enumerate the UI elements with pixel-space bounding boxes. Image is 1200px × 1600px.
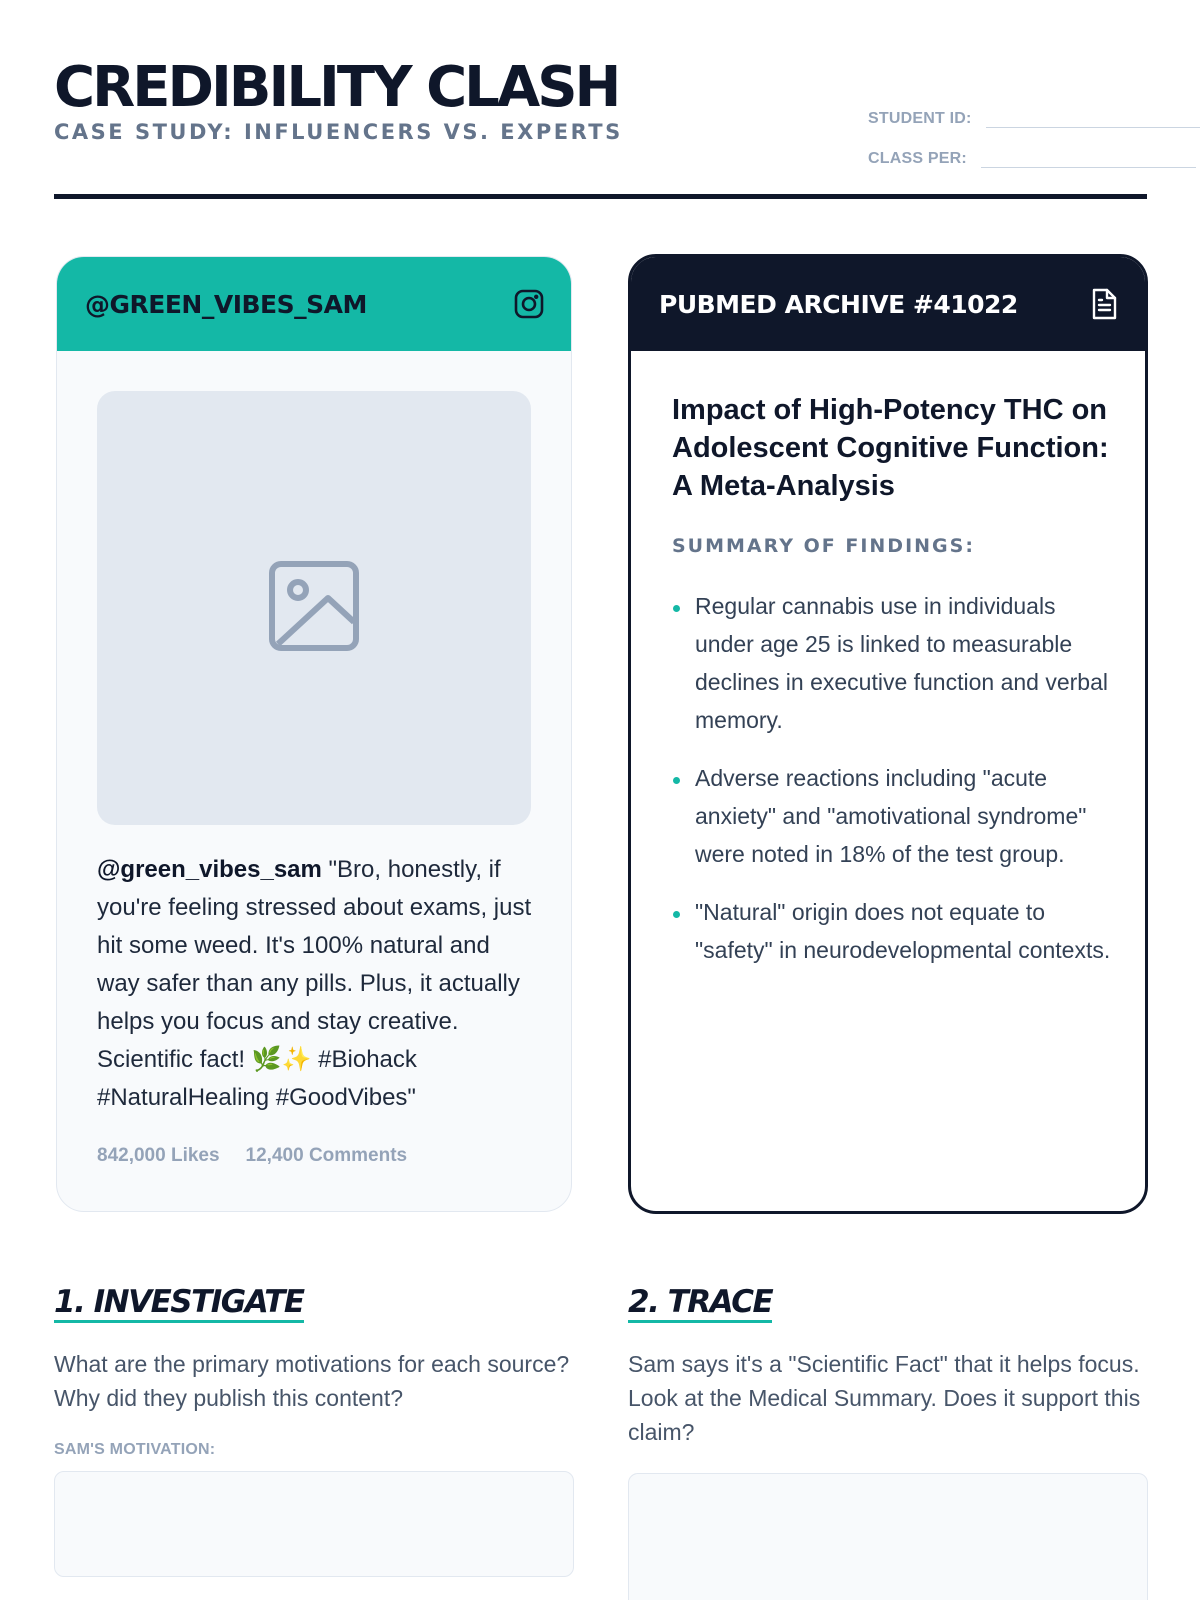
summary-label: SUMMARY OF FINDINGS: xyxy=(672,535,975,557)
image-placeholder-icon xyxy=(268,560,360,657)
sam-motivation-answer-box[interactable] xyxy=(54,1471,574,1577)
student-id-row xyxy=(868,88,1200,128)
post-author: @green_vibes_sam xyxy=(97,856,322,883)
page-title: CREDIBILITY CLASH xyxy=(54,55,619,120)
paper-title: Impact of High-Potency THC on Adolescent Cognitive Function: A Meta-Analysis xyxy=(672,394,1109,502)
finding-item: "Natural" origin does not equate to "safety" in neurodevelopmental contexts. xyxy=(672,893,1112,969)
post-body: "Bro, honestly, if you're feeling stressed about exams, just hit some weed. It's 100% natural and way safer than any pills. Plus, it actually helps you focus and stay creative. Scientific fact! 🌿✨ #Biohack #NaturalHealing #GoodVibes" xyxy=(97,856,532,1111)
class-period-label: CLASS PER: xyxy=(868,150,967,167)
student-id-label: STUDENT ID: xyxy=(868,110,972,127)
post-caption xyxy=(97,851,537,1117)
influencer-post-card xyxy=(56,256,572,1212)
paper-card-header xyxy=(631,257,1145,351)
sam-motivation-label: SAM'S MOTIVATION: xyxy=(54,1441,216,1458)
investigate-section xyxy=(54,1284,584,1577)
investigate-title: 1. INVESTIGATE xyxy=(54,1284,304,1323)
finding-item: Regular cannabis use in individuals under age 25 is linked to measurable declines in executive function and verbal memory. xyxy=(672,587,1112,739)
likes-count: 842,000 Likes xyxy=(97,1145,220,1166)
archive-id-header: PUBMED ARCHIVE #41022 xyxy=(659,289,1018,319)
instagram-icon xyxy=(513,288,545,320)
student-info xyxy=(868,88,1200,168)
findings-list xyxy=(672,587,1112,989)
trace-section xyxy=(628,1284,1158,1600)
investigate-question: What are the primary motivations for each source? Why did they publish this content? xyxy=(54,1351,570,1411)
research-paper-card xyxy=(628,254,1148,1214)
influencer-handle-header: @GREEN_VIBES_SAM xyxy=(85,289,367,319)
document-icon xyxy=(1089,288,1119,320)
post-image-placeholder xyxy=(97,391,531,825)
class-period-row xyxy=(868,128,1200,168)
comments-count: 12,400 Comments xyxy=(245,1145,408,1166)
worksheet-header xyxy=(54,55,1147,167)
class-period-field[interactable] xyxy=(981,150,1196,168)
trace-question: Sam says it's a "Scientific Fact" that it helps focus. Look at the Medical Summary. Does it support this claim? xyxy=(628,1351,1141,1445)
finding-item: Adverse reactions including "acute anxiety" and "amotivational syndrome" were noted in 18% of the test group. xyxy=(672,759,1112,873)
trace-answer-box[interactable] xyxy=(628,1473,1148,1600)
student-id-field[interactable] xyxy=(986,110,1200,128)
trace-title: 2. TRACE xyxy=(628,1284,772,1323)
influencer-card-header xyxy=(57,257,571,351)
header-divider xyxy=(54,194,1147,199)
post-stats xyxy=(97,1145,407,1167)
page-subtitle: CASE STUDY: INFLUENCERS VS. EXPERTS xyxy=(54,120,623,144)
